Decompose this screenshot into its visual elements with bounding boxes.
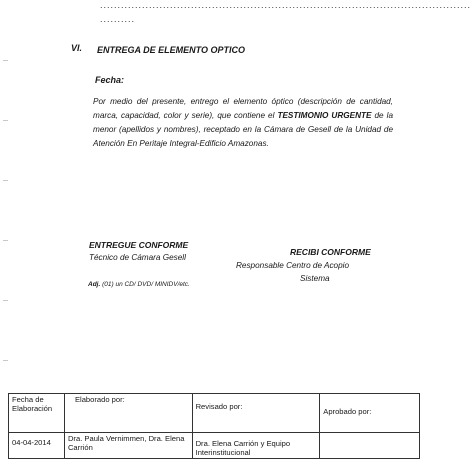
elaborado-value: Dra. Paula Vernimmen, Dra. Elena Carrión [64,433,192,459]
approval-table-header-row [9,394,420,433]
fecha-label: Fecha: [95,75,125,85]
fecha-elaboracion-value: 04-04-2014 [9,433,65,459]
fill-dotted-line-short: .......... [100,14,136,24]
margin-mark [3,300,8,301]
signature-right-title: RECIBI CONFORME [290,247,371,257]
signature-right-role-line2: Sistema [300,274,330,283]
margin-mark [3,360,8,361]
approval-table-value-row [9,433,420,459]
approval-table [8,393,420,459]
margin-mark [3,60,8,61]
revisado-header: Revisado por: [192,394,320,433]
fecha-elaboracion-header: Fecha de Elaboración [9,394,65,433]
aprobado-header: Aprobado por: [320,394,420,433]
attachment-label: Adj. [88,281,101,288]
aprobado-value [320,433,420,459]
paragraph-bold-text: TESTIMONIO URGENTE [277,111,372,120]
signature-left-title: ENTREGUE CONFORME [89,240,189,250]
margin-mark [3,120,8,121]
body-paragraph [93,95,393,151]
margin-mark [3,240,8,241]
signature-left-role: Técnico de Cámara Gesell [89,253,186,262]
attachment-note [88,281,190,288]
section-title: ENTREGA DE ELEMENTO OPTICO [97,45,246,55]
elaborado-header: Elaborado por: [64,394,192,433]
paragraph-text-1: Por medio del presente, entrego el elemento óptico (descripción de cantidad, marca, capacidad, color y serie), que contiene el [93,97,393,120]
attachment-text: (01) un CD/ DVD/ MINIDV/etc. [100,281,190,288]
paragraph-text-2: de la menor (apellidos y nombres), receptado en la Cámara de Gesell de la Unidad de Atención En Peritaje Integral-Edificio Amazonas. [93,111,394,148]
margin-mark [3,180,8,181]
fill-dotted-line: .......................................................................................................... [100,0,471,10]
revisado-value: Dra. Elena Carrión y Equipo Interinstitucional [192,433,320,459]
section-number: VI. [71,43,83,53]
signature-right-role: Responsable Centro de Acopio [236,261,350,270]
